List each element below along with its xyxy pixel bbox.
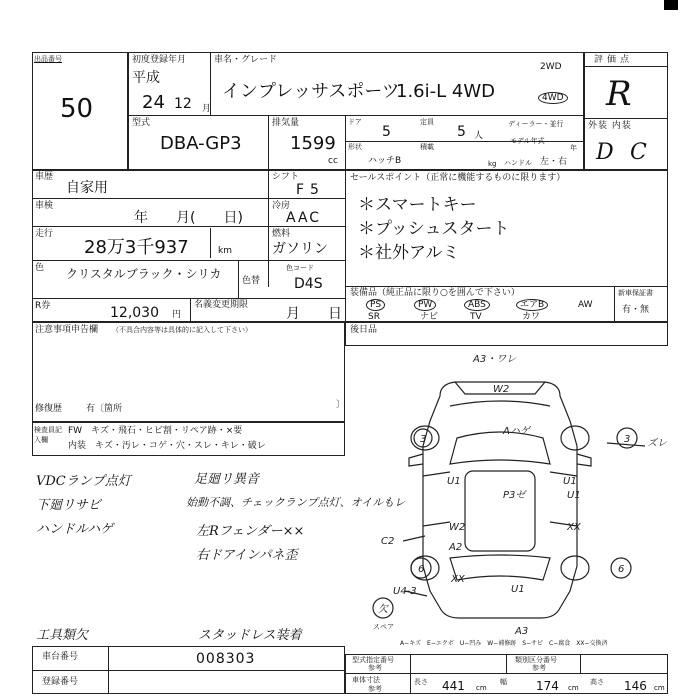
rear-label: 後日品 [350, 325, 378, 335]
width-label: 幅 [500, 678, 507, 686]
equip-ps: PS [366, 299, 385, 311]
mark-a2: A2 [449, 542, 463, 553]
mark-u1-b: U1 [563, 476, 577, 487]
warranty-value: 有・無 [622, 305, 650, 315]
color: クリスタルブラック・シリカ [66, 267, 222, 281]
fuel-label: 燃料 [272, 229, 291, 239]
handle-value: 左・右 [540, 157, 568, 167]
height-label: 高さ [590, 678, 604, 686]
exterior-grade: D [596, 140, 614, 165]
note-door: 右ドアインパネ歪 [196, 548, 298, 563]
color-code: D4S [294, 276, 323, 292]
repair-value: 有〔箇所 [86, 404, 123, 414]
mark-three-r: 3 [624, 434, 631, 445]
recolor-label: 色替 [242, 276, 261, 286]
mark-w2-side: W2 [449, 522, 466, 533]
reg-year: 24 [142, 92, 165, 113]
equip-abs: ABS [464, 299, 490, 311]
note-tools: 工具類欠 [36, 628, 89, 643]
note-engine: 始動不調、チェックランプ点灯、オイルもレ [186, 496, 406, 509]
mark-u1-a: U1 [447, 476, 461, 487]
mark-six-l: 6 [418, 564, 425, 575]
handle-label: ハンドル [504, 159, 532, 167]
category: 自家用 [66, 180, 108, 196]
sales-point-3: ＊社外アルミ [358, 243, 460, 263]
cc-unit: cc [328, 156, 338, 166]
reg-month: 12 [174, 96, 192, 112]
chassis-label: 車台番号 [42, 652, 79, 662]
width-value: 174 [536, 679, 559, 693]
dealer-label: ディーラー・並行 [508, 120, 564, 128]
capacity: 5 [457, 124, 466, 140]
inspection-row-2: 内装 キズ・汚レ・コゲ・穴・スレ・キレ・破レ [68, 441, 266, 451]
recycle-amount: 12,030 [110, 305, 159, 321]
note-suspension: 足廻リ異音 [194, 472, 260, 487]
repair-close: 〕 [336, 400, 346, 410]
mileage-label: 走行 [35, 229, 54, 239]
notes-box [32, 322, 345, 422]
class-label: 類別区分番号 [515, 656, 557, 664]
score-value: R [606, 74, 632, 114]
class-ref-label: 参考 [532, 664, 546, 672]
dims-ref-label: 参考 [368, 685, 382, 693]
month-unit: 月 [202, 104, 212, 114]
damage-legend: A−キズ E−エクボ U−凹み W−補修跡 S−サビ C−腐食 XX−交換済 [400, 640, 608, 647]
recycle-label: R券 [35, 301, 51, 311]
notes-label: 注意事項申告欄 [35, 325, 99, 335]
note-handle: ハンドルハゲ [36, 522, 114, 537]
spare-label: スペア [373, 623, 394, 631]
equip-airbag: エアB [516, 299, 548, 311]
type-designation-label: 型式指定番号 [352, 656, 394, 664]
color-code-label: 色コード [286, 264, 314, 272]
model-code: DBA-GP3 [160, 133, 242, 154]
height-value: 146 [624, 679, 647, 693]
car-diagram [345, 346, 668, 646]
warranty-label: 新車保証書 [618, 289, 653, 297]
inspection-row-label: 検査員記入欄 [34, 426, 62, 444]
shape: ハッチB [368, 156, 402, 166]
dims-label: 車体寸法 [352, 676, 380, 684]
displacement-label: 排気量 [272, 118, 300, 128]
mark-bottom: A3 [515, 626, 529, 637]
fuel: ガソリン [272, 241, 328, 257]
kg-unit: kg [488, 160, 497, 168]
mark-roof: P3ゼ [503, 490, 526, 501]
mark-u4-3: U4-3 [393, 586, 417, 597]
ac-label: 冷房 [272, 201, 291, 211]
mark-top: A3・ワレ [473, 354, 517, 365]
equip-aw: AW [578, 300, 593, 310]
shift: F5 [296, 182, 325, 198]
category-label: 車歴 [35, 172, 54, 182]
sales-point-2: ＊プッシュスタート [358, 219, 510, 239]
capacity-label: 定員 [420, 118, 434, 126]
interior-grade: C [630, 140, 647, 165]
drive-4wd: 4WD [538, 92, 568, 104]
grade: 1.6i-L 4WD [396, 81, 495, 102]
tax-fields: 月 日 [286, 306, 342, 322]
mark-xx-2: XX [451, 574, 465, 585]
mark-xx-1: XX [567, 522, 581, 533]
note-vdc: VDCランプ点灯 [36, 474, 131, 489]
notes-sub: （不具合内容等は具体的に記入して下さい） [112, 326, 252, 334]
width-unit: cm [568, 684, 579, 692]
sales-point-1: ＊スマートキー [358, 195, 477, 215]
corner-mark [664, 0, 678, 10]
car-name: インプレッサスポーツ [222, 81, 400, 102]
color-label: 色 [35, 263, 45, 273]
lot-label: 出品番号 [34, 55, 62, 63]
lot-number: 50 [60, 94, 94, 124]
doors-label: ドア [348, 118, 362, 126]
shift-label: シフト [272, 172, 300, 182]
mark-right: ズレ [647, 438, 667, 449]
equip-navi: ナビ [420, 312, 439, 322]
sales-label: セールスポイント（正常に機能するものに限ります） [350, 173, 566, 183]
score-label: 評価点 [594, 55, 634, 65]
mark-c2: C2 [381, 536, 395, 547]
yen-unit: 円 [172, 310, 182, 320]
repair-label: 修復歴 [35, 404, 63, 414]
ac: AAC [286, 210, 322, 226]
chassis-number: 008303 [196, 651, 256, 667]
name-label: 車名・グレード [214, 55, 278, 65]
equipment-label: 装備品（純正品に限り○を囲んで下さい） [350, 288, 520, 298]
registration-label: 初度登録年月 [132, 55, 187, 65]
equip-sr: SR [368, 312, 380, 322]
reg-number-label: 登録番号 [42, 677, 79, 687]
mark-w2-front: W2 [493, 384, 510, 395]
rear-box [345, 322, 668, 346]
equip-tv: TV [470, 312, 482, 322]
length-label: 長さ [414, 678, 428, 686]
year-unit: 年 [570, 144, 577, 152]
note-fender: 左Rフェンダー×× [196, 524, 305, 539]
mark-u1-c: U1 [567, 490, 581, 501]
mileage: 28万3千937 [84, 237, 189, 258]
equip-leather: カワ [522, 312, 541, 322]
type-ref-label: 参考 [368, 664, 382, 672]
mark-hood: Aハゲ [503, 426, 530, 437]
equip-pw: PW [414, 299, 436, 311]
doors: 5 [382, 124, 391, 140]
tax-label: 名義変更期限 [194, 300, 249, 310]
length-unit: cm [476, 684, 487, 692]
displacement: 1599 [290, 133, 336, 154]
length-value: 441 [442, 679, 465, 693]
note-underbody: 下廻リサビ [36, 498, 101, 513]
ext-int-label: 外装 内装 [588, 121, 632, 131]
era: 平成 [132, 70, 160, 86]
note-studless: スタッドレス装着 [198, 628, 302, 643]
model-label: 型式 [132, 118, 151, 128]
load-label: 積載 [420, 143, 434, 151]
mark-kake: 欠 [378, 604, 388, 615]
inspection-label: 車検 [35, 201, 54, 211]
mark-u1-d: U1 [511, 584, 525, 595]
km-unit: km [218, 246, 232, 256]
height-unit: cm [654, 684, 665, 692]
mark-three: 3 [420, 434, 427, 445]
person-unit: 人 [474, 131, 484, 141]
mark-six-r: 6 [618, 564, 625, 575]
drive-2wd: 2WD [540, 62, 562, 72]
inspection-row-1: FW キズ・飛石・ヒビ割・リペア跡・×要 [68, 426, 243, 436]
model-year-label: モデル年式 [510, 137, 545, 145]
inspection-fields: 年 月( 日) [134, 210, 243, 226]
shape-label: 形状 [348, 143, 362, 151]
